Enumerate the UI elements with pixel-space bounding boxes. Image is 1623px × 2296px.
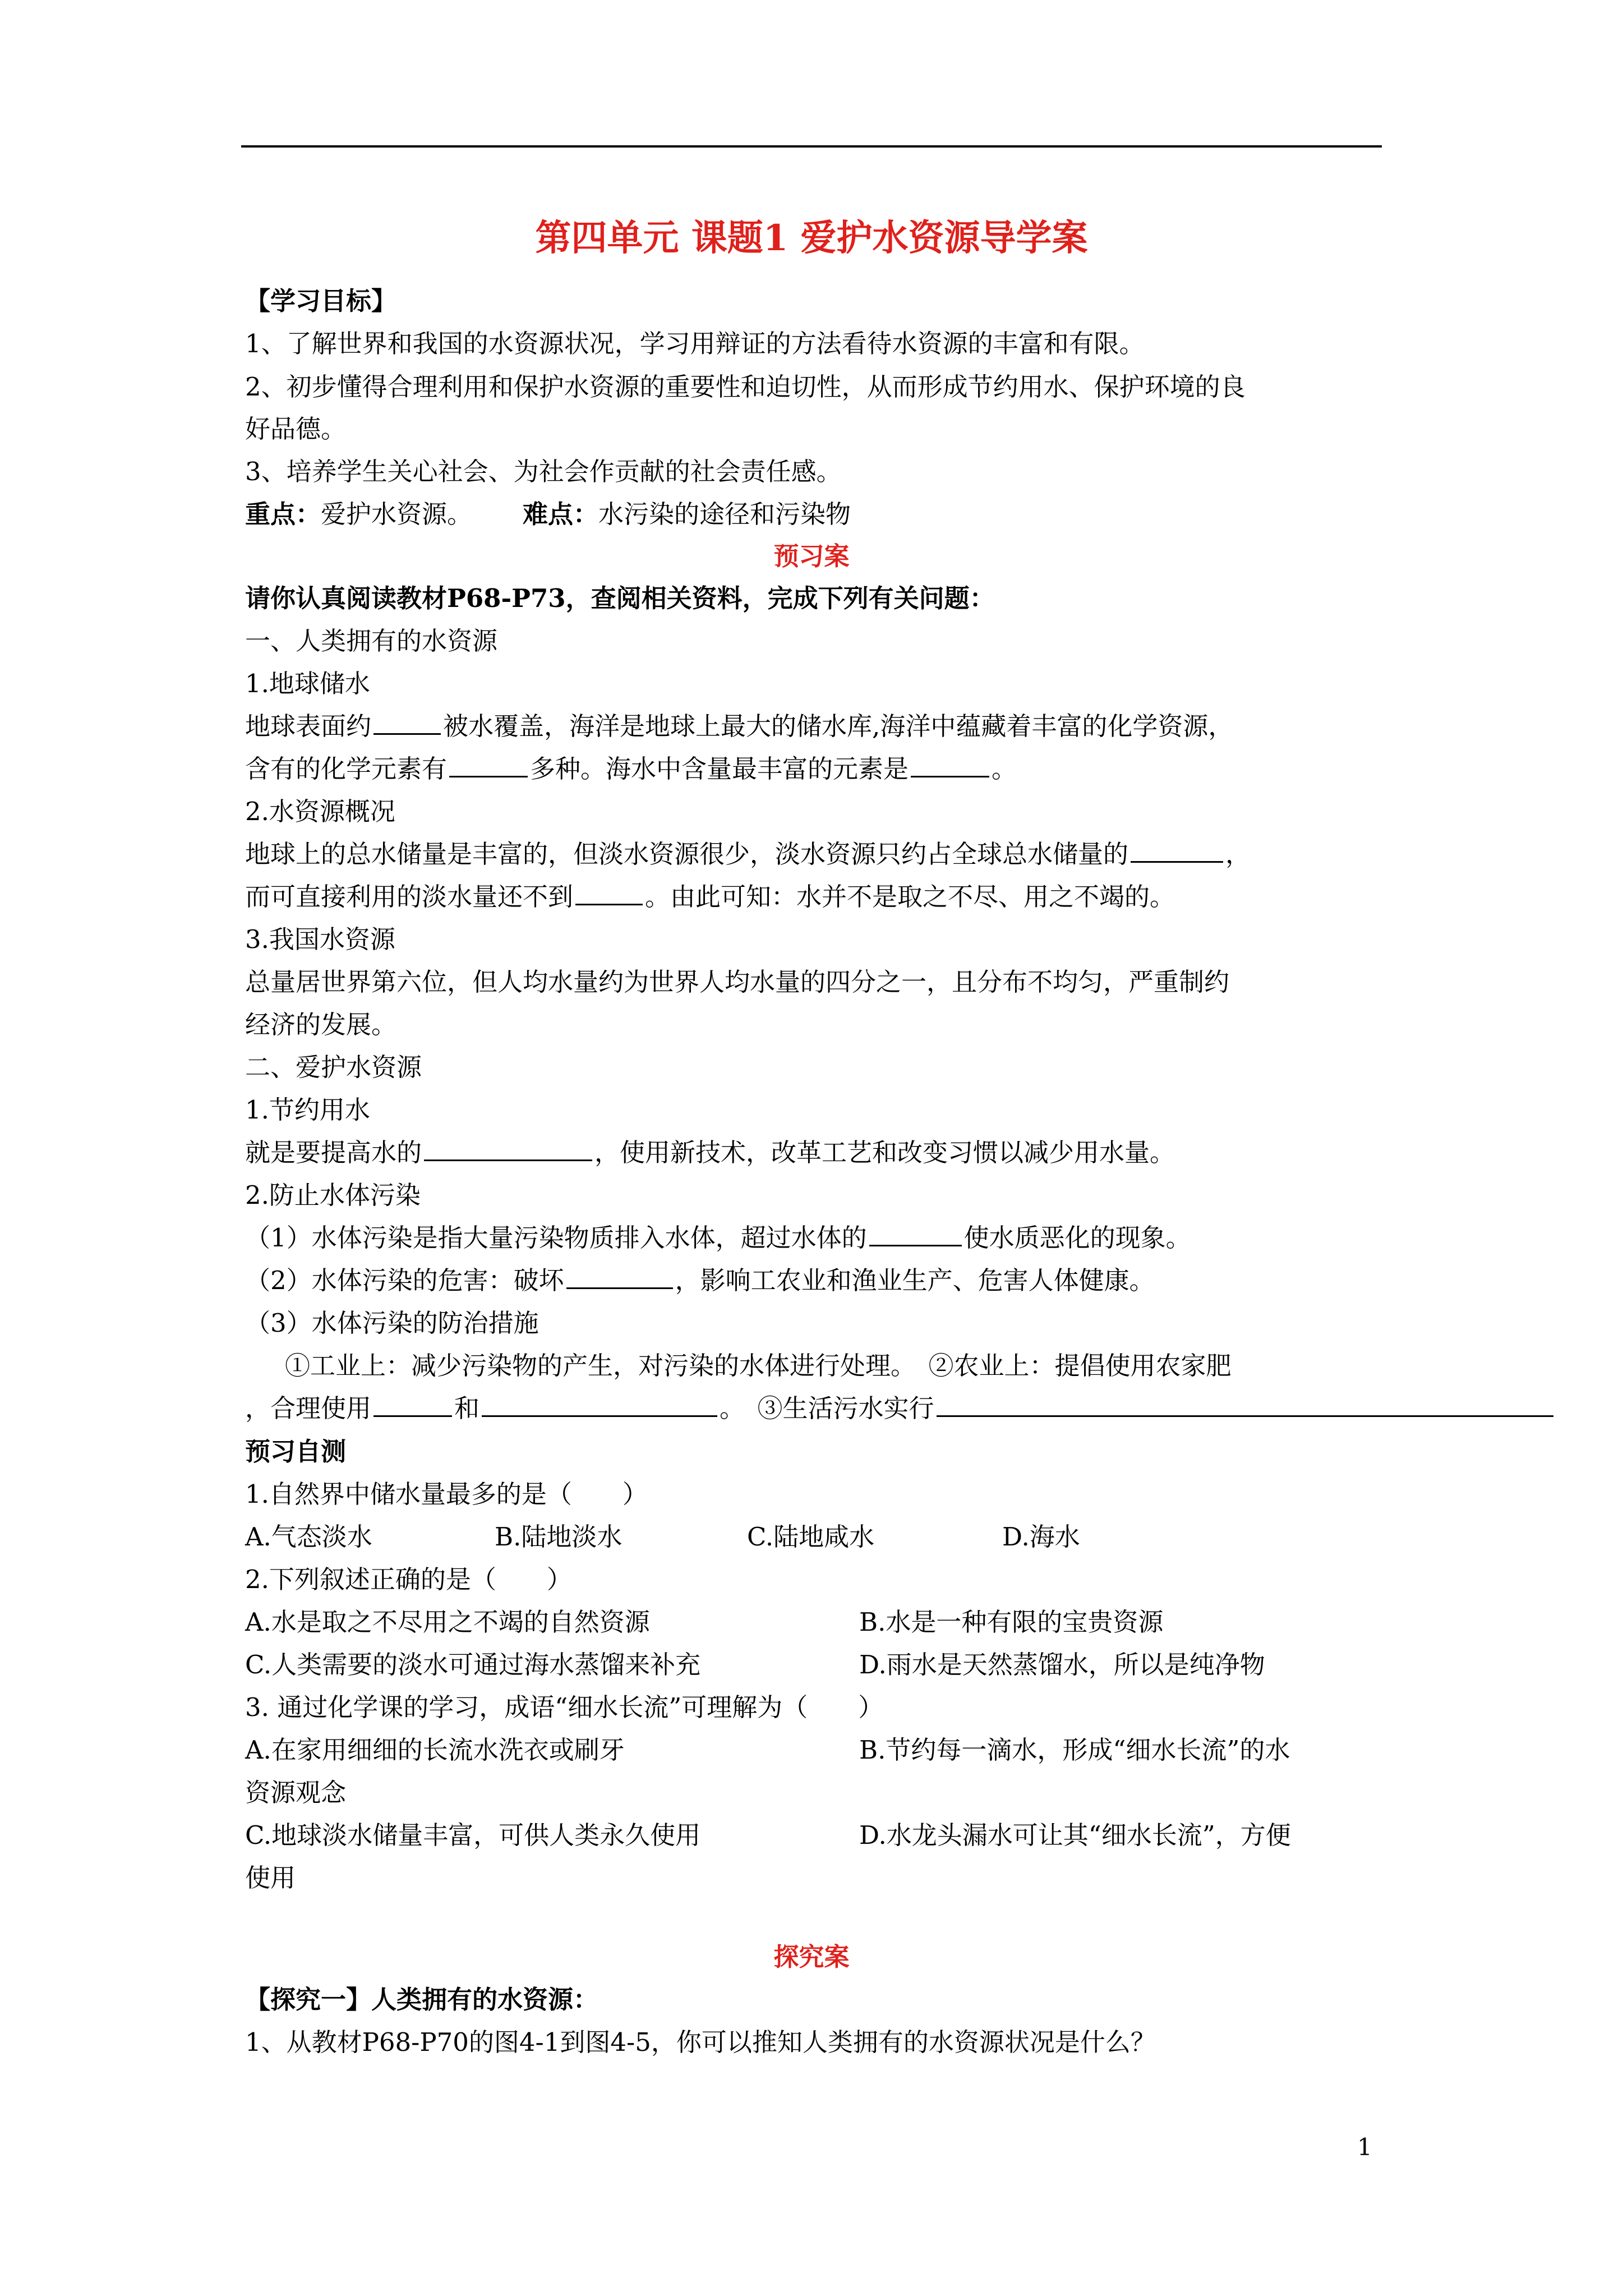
option-c[interactable]: C.人类需要的淡水可通过海水蒸馏来补充 [245,1650,701,1680]
question-3-option-d-cont: 使用 [245,1863,296,1893]
option-a[interactable]: A.气态淡水 [245,1522,372,1552]
text: 使水质恶化的现象。 [963,1223,1191,1253]
text: ，影响工农业和渔业生产、危害人体健康。 [675,1266,1155,1295]
text: 含有的化学元素有 [245,754,448,784]
objective-1: 1、了解世界和我国的水资源状况，学习用辩证的方法看待水资源的丰富和有限。 [245,329,1145,358]
line-pollution-def [245,1221,1191,1255]
option-b[interactable]: B.节约每一滴水，形成“细水长流”的水 [859,1735,1290,1765]
objective-2: 2、初步懂得合理利用和保护水资源的重要性和迫切性，从而形成节约用水、保护环境的良 [245,372,1246,402]
question-3-options-cd [245,1819,1291,1852]
text: 而可直接利用的淡水量还不到 [245,882,574,912]
fill-blank[interactable] [374,1392,452,1417]
line-economy: 经济的发展。 [245,1010,397,1039]
option-a[interactable]: A.在家用细细的长流水洗衣或刷牙 [245,1735,625,1765]
option-a[interactable]: A.水是取之不尽用之不竭的自然资源 [245,1607,650,1637]
fill-blank[interactable] [869,1221,962,1246]
text: 就是要提高水的 [245,1138,422,1167]
explore-1-heading [245,1983,598,2017]
text: 被水覆盖，海洋是地球上最大的储水库,海洋中蕴藏着丰富的化学资源， [443,711,1234,741]
selftest-heading: 预习自测 [245,1437,347,1466]
option-c[interactable]: C.陆地咸水 [747,1522,875,1552]
question-3-option-b-cont: 资源观念 [245,1778,347,1807]
text: ，合理使用 [245,1393,372,1423]
explore-question-1: 1、从教材P68-P70的图4-1到图4-5，你可以推知人类拥有的水资源状况是什么？ [245,2027,1156,2057]
question-2-options-cd [245,1648,1265,1682]
section-1-2: 2.水资源概况 [245,797,395,826]
text: 。由此可知：水并不是取之不尽、用之不竭的。 [645,882,1175,912]
objectives-heading: 【学习目标】 [245,286,397,316]
question-1-options [245,1520,1080,1554]
question-3-options-ab [245,1733,1290,1767]
fill-blank[interactable] [1131,838,1223,863]
line-earth-water [245,710,1233,743]
key-label: 重点： [245,499,321,529]
line-pollution-measures: （3）水体污染的防治措施 [245,1308,539,1338]
option-b[interactable]: B.水是一种有限的宝贵资源 [859,1607,1164,1637]
fill-blank[interactable] [449,752,528,777]
fill-blank[interactable] [575,880,643,905]
fill-blank[interactable] [424,1136,592,1161]
difficulty-label: 难点： [523,499,599,529]
difficulty-text: 水污染的途径和污染物 [598,499,851,529]
explore-heading: 探究案 [773,1942,850,1972]
line-pollution-harm [245,1264,1155,1297]
explore-1-text: 人类拥有的水资源： [371,1985,599,2014]
key-text: 爱护水资源。 [321,499,473,529]
header-rule [241,145,1382,148]
text: 和 [454,1393,480,1423]
question-1: 1.自然界中储水量最多的是（ ） [245,1479,648,1509]
question-2: 2.下列叙述正确的是（ ） [245,1565,572,1594]
text: 。 ③生活污水实行 [720,1393,934,1423]
key-difficulty-line [245,498,851,531]
fill-blank[interactable] [937,1392,1553,1417]
text: ，使用新技术，改革工艺和改变习惯以减少用水量。 [594,1138,1175,1167]
option-b[interactable]: B.陆地淡水 [495,1522,623,1552]
page-number: 1 [1357,2133,1372,2161]
question-3: 3. 通过化学课的学习，成语“细水长流”可理解为（ ） [245,1692,884,1722]
explore-1-label: 【探究一】 [245,1985,372,2014]
text: （1）水体污染是指大量污染物质排入水体，超过水体的 [245,1223,867,1253]
text: （2）水体污染的危害：破坏 [245,1266,564,1295]
objective-3: 3、培养学生关心社会、为社会作贡献的社会责任感。 [245,457,842,486]
objective-2-cont: 好品德。 [245,414,347,444]
text: 。 [992,754,1017,784]
line-industry-agriculture: ①工业上：减少污染物的产生，对污染的水体进行处理。 ②农业上：提倡使用农家肥 [285,1351,1232,1381]
fill-blank[interactable] [566,1264,673,1289]
section-2-1: 1.节约用水 [245,1095,370,1125]
option-d[interactable]: D.海水 [1002,1522,1080,1552]
line-elements [245,752,1017,786]
section-2-2: 2.防止水体污染 [245,1180,421,1210]
fill-blank[interactable] [374,710,441,735]
line-fertilizer [245,1392,1556,1425]
preview-heading: 预习案 [773,541,850,571]
section-1-1: 1.地球储水 [245,669,370,698]
line-freshwater [245,838,1251,871]
line-save-water [245,1136,1175,1170]
preview-instruction: 请你认真阅读教材P68-P73，查阅相关资料，完成下列有关问题： [245,583,995,613]
text: 多种。海水中含量最丰富的元素是 [530,754,909,784]
option-d[interactable]: D.水龙头漏水可让其“细水长流”，方便 [859,1820,1291,1850]
text: 地球表面约 [245,711,372,741]
page-title: 第四单元 课题1 爱护水资源导学案 [535,217,1088,259]
line-china-water: 总量居世界第六位，但人均水量约为世界人均水量的四分之一，且分布不均匀，严重制约 [245,967,1230,997]
section-1-3: 3.我国水资源 [245,924,395,954]
text: ， [1225,839,1251,869]
question-2-options-ab [245,1605,1163,1639]
text: 地球上的总水储量是丰富的，但淡水资源很少，淡水资源只约占全球总水储量的 [245,839,1129,869]
section-2: 二、爱护水资源 [245,1052,422,1082]
fill-blank[interactable] [482,1392,717,1417]
section-1: 一、人类拥有的水资源 [245,626,498,656]
line-usable-water [245,880,1175,914]
fill-blank[interactable] [911,752,989,777]
option-c[interactable]: C.地球淡水储量丰富，可供人类永久使用 [245,1820,701,1850]
option-d[interactable]: D.雨水是天然蒸馏水，所以是纯净物 [859,1650,1265,1680]
